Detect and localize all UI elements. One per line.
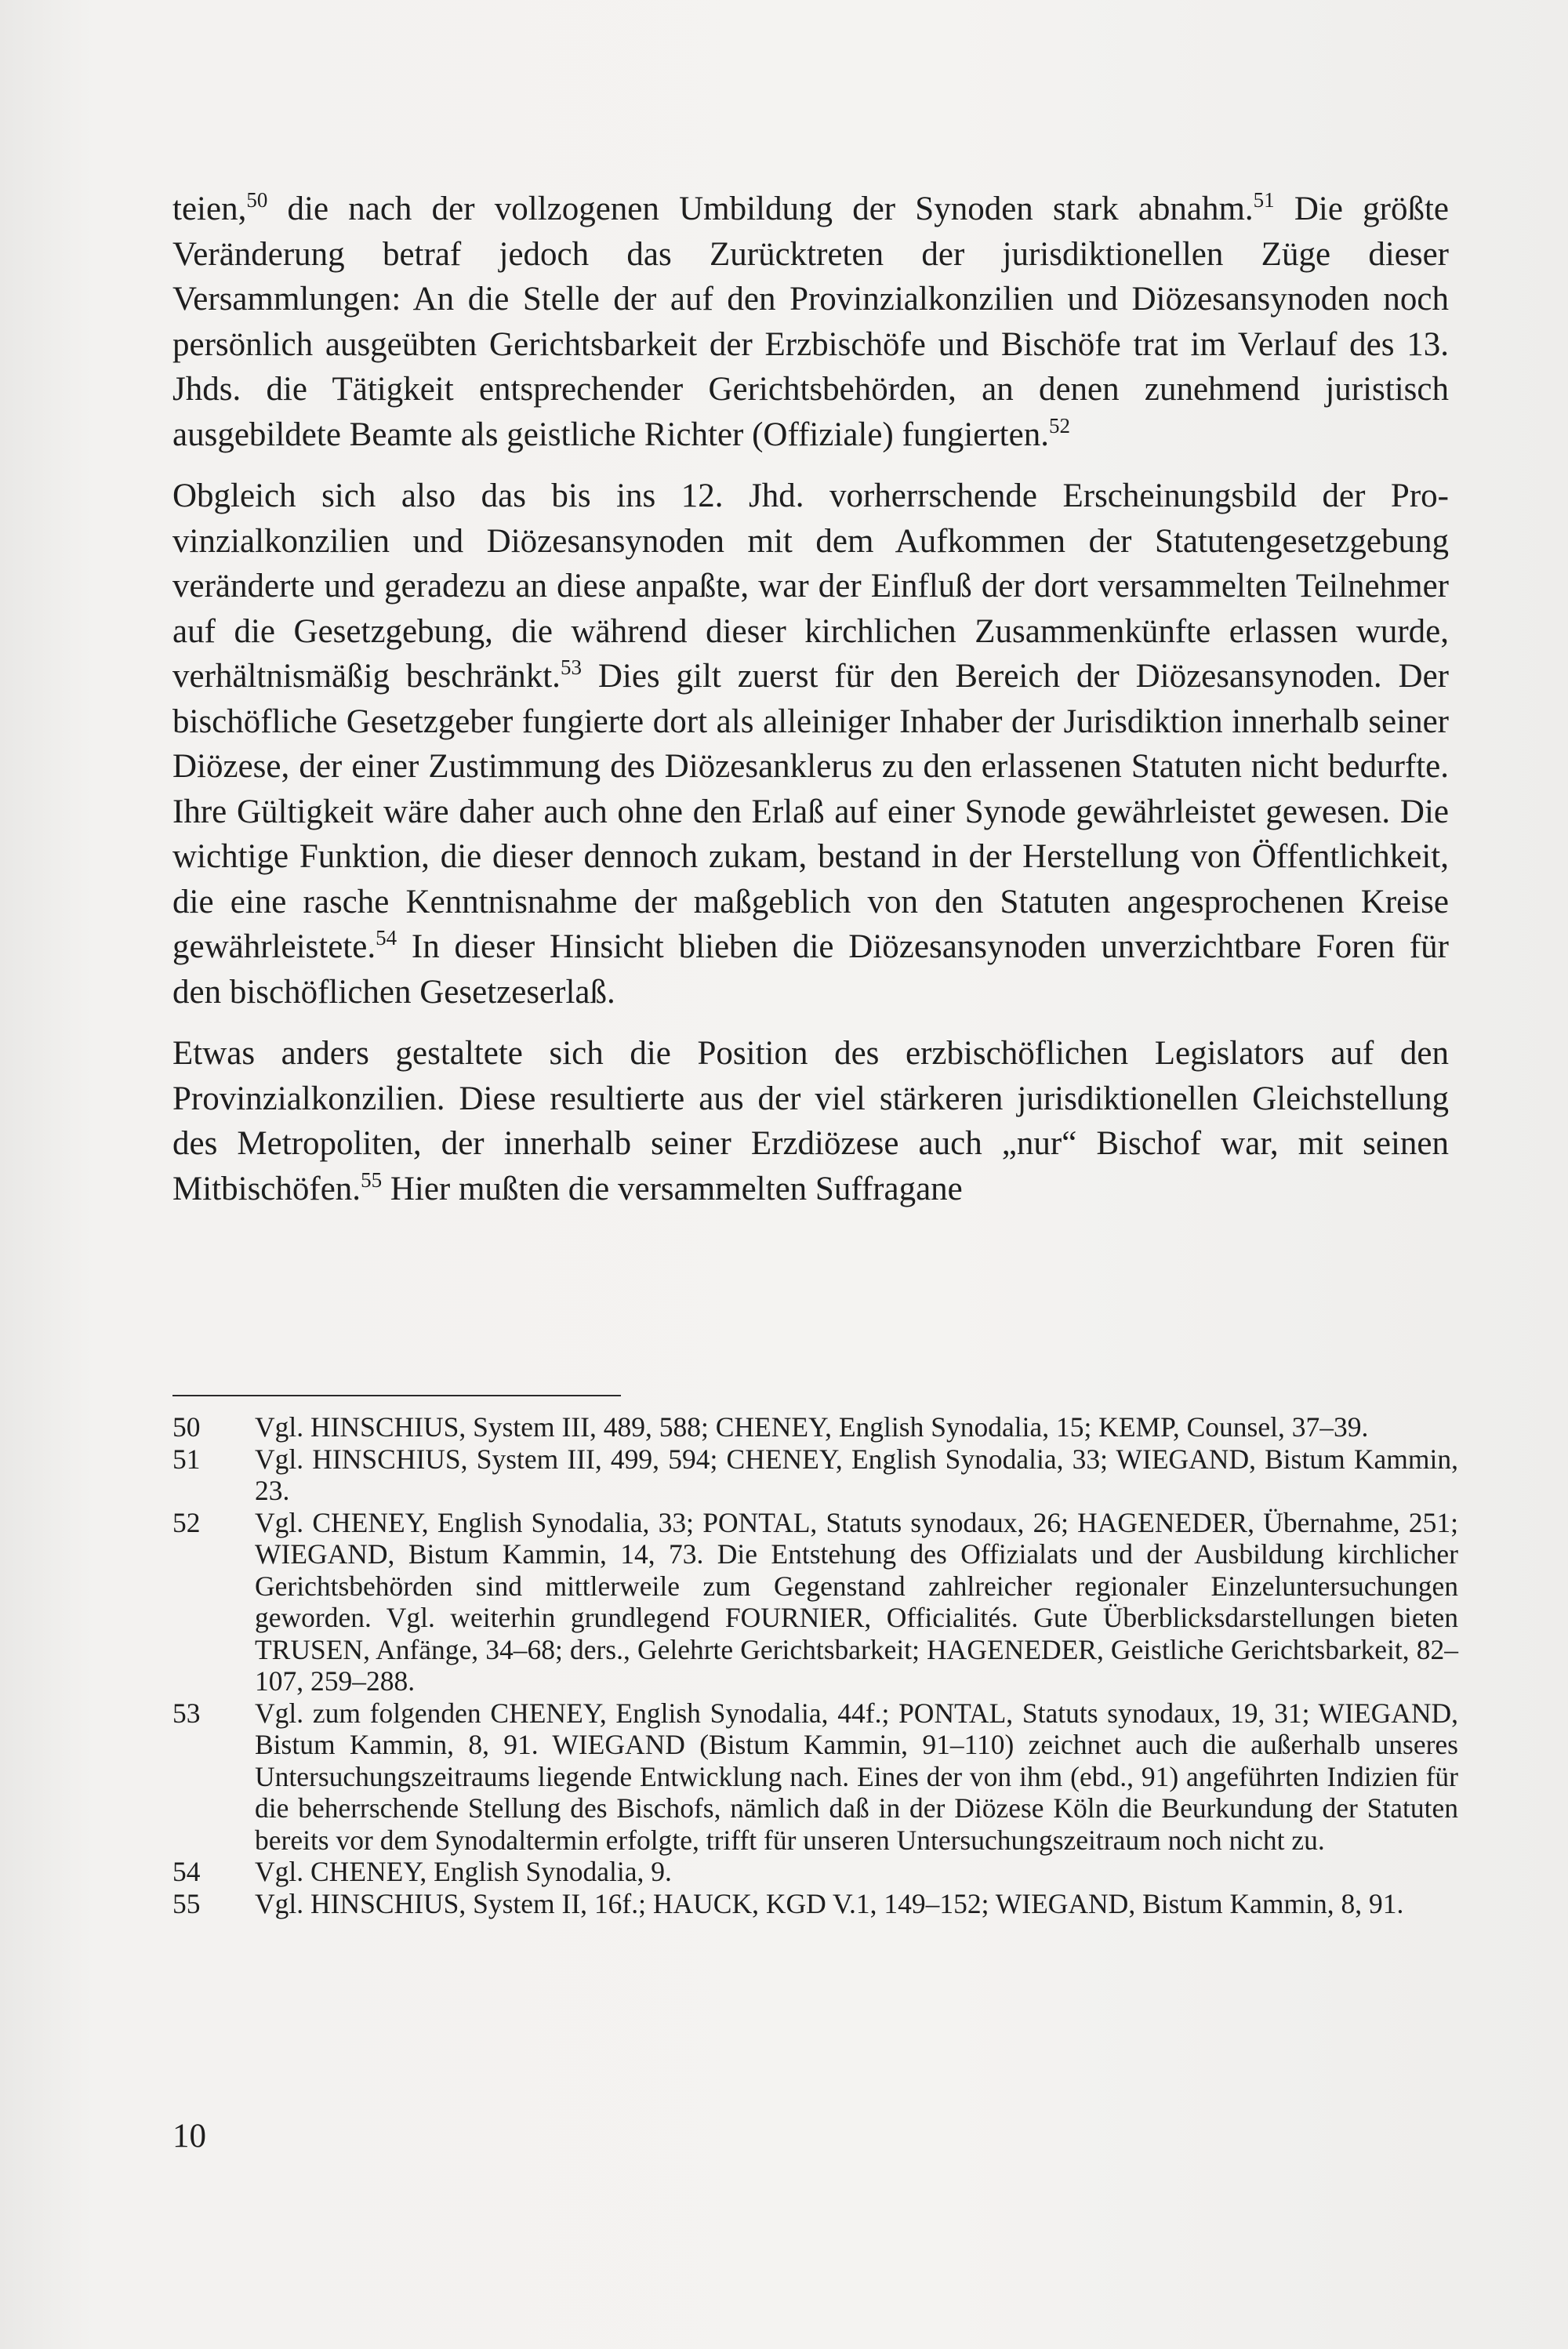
footnote-separator (172, 1395, 621, 1396)
text-segment: Obgleich sich also das bis ins 12. Jhd. vorherrschende Erscheinungsbild der Provinzialkonzilien und Diözesansynoden mit dem Aufkommen der Statutengesetzgebung veränderte und geradezu an diese anpaßte, war der Einfluß der dort versammelten Teilnehmer auf die Gesetzgebung, die während dieser kirchlichen Zusammenkünfte erlassen wurde, verhältnismäßig beschränkt. (172, 477, 1449, 695)
footnote-ref-52[interactable]: 52 (1048, 413, 1070, 437)
text-segment: Die größte Veränderung betraf jedoch das Zurücktreten der jurisdiktionellen Züge dieser Versammlungen: An die Stelle der auf den Provinzialkonzilien und Diözesansynoden noch persönlich ausgeübten Gerichtsbarkeit der Erzbischöfe und Bischöfe trat im Verlauf des 13. Jhds. die Tätigkeit entsprechender Gerichtsbehörden, an denen zunehmend juristisch ausgebildete Beamte als geistliche Richter (Offiziale) fungierten. (172, 191, 1449, 453)
paragraph-3 (172, 1031, 1449, 1211)
footnote-number: 55 (172, 1887, 201, 1919)
paragraph-2 (172, 474, 1449, 1015)
main-text (172, 187, 1449, 1228)
footnote-text: Vgl. zum folgenden CHENEY, English Synodalia, 44f.; PONTAL, Statuts synodaux, 19, 31; WIEGAND, Bistum Kammin, 8, 91. WIEGAND (Bistum Kammin, 91–110) zeichnet auch die außerhalb unseres Untersuchungszeitraums liegende Entwicklung nach. Eines der von ihm (ebd., 91) angeführten Indizien für die beherrschende Stellung des Bischofs, nämlich daß in der Diözese Köln die Beurkundung der Statuten bereits vor dem Synodaltermin erfolgte, trifft für unseren Untersuchungszeitraum noch nicht zu. (255, 1697, 1458, 1856)
footnote-ref-53[interactable]: 53 (560, 655, 582, 679)
text-segment: Dies gilt zuerst für den Bereich der Diözesansynoden. Der bischöfliche Gesetzgeber fungierte dort als alleiniger Inhaber der Jurisdiktion innerhalb seiner Diözese, der einer Zustimmung des Diözesanklerus zu den erlassenen Statuten nicht bedurfte. Ihre Gültigkeit wäre daher auch ohne den Erlaß auf einer Synode gewährleistet gewesen. Die wichtige Funktion, die dieser dennoch zukam, bestand in der Herstellung von Öffentlichkeit, die eine rasche Kenntnisnahme der maßgeblich von den Statuten angesprochenen Kreise gewährleistete. (172, 658, 1449, 965)
footnote-ref-55[interactable]: 55 (361, 1167, 383, 1192)
footnote-number: 51 (172, 1443, 201, 1475)
text-segment: Hier mußten die versammelten Suffragane (382, 1170, 963, 1207)
footnote-number: 53 (172, 1697, 201, 1729)
footnote-ref-54[interactable]: 54 (376, 926, 397, 949)
footnote-53 (172, 1697, 1458, 1857)
page-number: 10 (172, 2118, 206, 2155)
footnote-52 (172, 1507, 1458, 1697)
footnote-text: Vgl. HINSCHIUS, System III, 489, 588; CHENEY, English Synodalia, 15; KEMP, Counsel, 37–39. (255, 1411, 1369, 1443)
footnote-ref-50[interactable]: 50 (246, 188, 268, 212)
footnote-ref-51[interactable]: 51 (1253, 188, 1275, 212)
footnote-number: 50 (172, 1411, 201, 1443)
footnote-text: Vgl. CHENEY, English Synodalia, 33; PONTAL, Statuts synodaux, 26; HAGENEDER, Übernahme, 251; WIEGAND, Bistum Kammin, 14, 73. Die Entstehung des Offizialats und der Ausbildung kirchlicher Gerichtsbehörden sind mittlerweile zum Gegenstand zahlreicher regionaler Einzeluntersuchungen geworden. Vgl. weiterhin grundlegend FOURNIER, Officialités. Gute Überblicksdarstellungen bieten TRUSEN, Anfänge, 34–68; ders., Gelehrte Gerichtsbarkeit; HAGENEDER, Geistliche Gerichtsbarkeit, 82–107, 259–288. (255, 1506, 1458, 1697)
text-segment: die nach der vollzogenen Umbildung der Synoden stark abnahm. (267, 191, 1254, 227)
footnotes (172, 1411, 1458, 1919)
footnote-number: 54 (172, 1856, 201, 1887)
footnote-54 (172, 1856, 1458, 1888)
footnote-text: Vgl. CHENEY, English Synodalia, 9. (255, 1856, 672, 1887)
text-segment: In dieser Hinsicht blieben die Diözesansynoden unverzichtbare Foren für den bischöflichen Gesetzeserlaß. (172, 928, 1449, 1011)
footnote-text: Vgl. HINSCHIUS, System III, 499, 594; CHENEY, English Synodalia, 33; WIEGAND, Bistum Kammin, 23. (255, 1443, 1458, 1506)
footnote-51 (172, 1443, 1458, 1507)
paragraph-1 (172, 187, 1449, 457)
text-segment: Etwas anders gestaltete sich die Position des erzbischöflichen Legislators auf den Provinzialkonzilien. Diese resultierte aus der viel stärkeren jurisdiktionellen Gleichstellung des Metropoliten, der innerhalb seiner Erzdiözese auch „nur“ Bischof war, mit seinen Mitbischöfen. (172, 1035, 1449, 1207)
footnote-55 (172, 1888, 1458, 1920)
footnote-number: 52 (172, 1506, 201, 1538)
text-segment: teien, (172, 191, 247, 227)
footnote-50 (172, 1411, 1458, 1443)
footnote-text: Vgl. HINSCHIUS, System II, 16f.; HAUCK, KGD V.1, 149–152; WIEGAND, Bistum Kammin, 8, 91. (255, 1887, 1404, 1919)
